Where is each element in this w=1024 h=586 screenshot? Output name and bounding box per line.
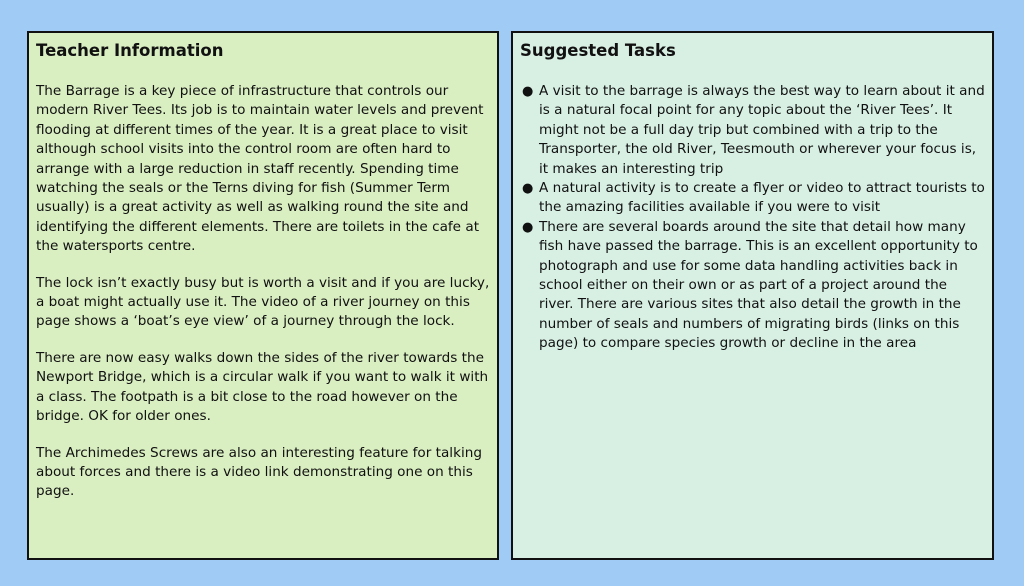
teacher-information-panel bbox=[27, 31, 499, 560]
task-text: There are several boards around the site that detail how many fish have passed the barrage. This is an excellent opportunity to photograph and use for some data handling activities back in school either on their own or as part of a project around the river. There are various sites that also detail the growth in the number of seals and numbers of migrating birds (links on this page) to compare species growth or decline in the area bbox=[539, 218, 978, 352]
task-text: A natural activity is to create a flyer or video to attract tourists to the amazing facilities available if you were to visit bbox=[539, 180, 985, 216]
list-item bbox=[520, 82, 985, 179]
task-text: A visit to the barrage is always the best way to learn about it and is a natural focal point for any topic about the ‘River Tees’. It might not be a full day trip but combined with a trip to the Transporter, the old River, Teesmouth or wherever your focus is, it makes an interesting trip bbox=[539, 83, 985, 177]
teacher-info-paragraph-barrage: The Barrage is a key piece of infrastructure that controls our modern River Tees. Its job is to maintain water levels and prevent flooding at different times of the year. It is a great place to visit although school visits into the control room are often hard to arrange with a large reduction in staff recently. Spending time watching the seals or the Terns diving for fish (Summer Term usually) is a great activity as well as walking round the site and identifying the different elements. There are toilets in the cafe at the watersports centre. bbox=[36, 83, 484, 255]
suggested-tasks-heading: Suggested Tasks bbox=[520, 41, 676, 60]
suggested-tasks-list bbox=[520, 82, 985, 354]
list-item bbox=[520, 179, 985, 218]
teacher-info-paragraph-lock: The lock isn’t exactly busy but is worth a visit and if you are lucky, a boat might actually use it. The video of a river journey on this page shows a ‘boat’s eye view’ of a journey through the lock. bbox=[36, 274, 490, 330]
bullet-icon: ● bbox=[522, 219, 534, 235]
bullet-icon: ● bbox=[522, 84, 534, 99]
teacher-information-heading: Teacher Information bbox=[36, 41, 224, 60]
list-item bbox=[520, 218, 985, 354]
bullet-icon: ● bbox=[522, 181, 534, 197]
suggested-tasks-panel bbox=[511, 31, 994, 560]
teacher-info-paragraph-archimedes: The Archimedes Screws are also an interesting feature for talking about forces and there is a video link demonstrating one on this page. bbox=[36, 444, 482, 500]
teacher-info-paragraph-walks: There are now easy walks down the sides of the river towards the Newport Bridge, which is a circular walk if you want to walk it with a class. The footpath is a bit close to the road however on the bridge. OK for older ones. bbox=[36, 349, 489, 425]
